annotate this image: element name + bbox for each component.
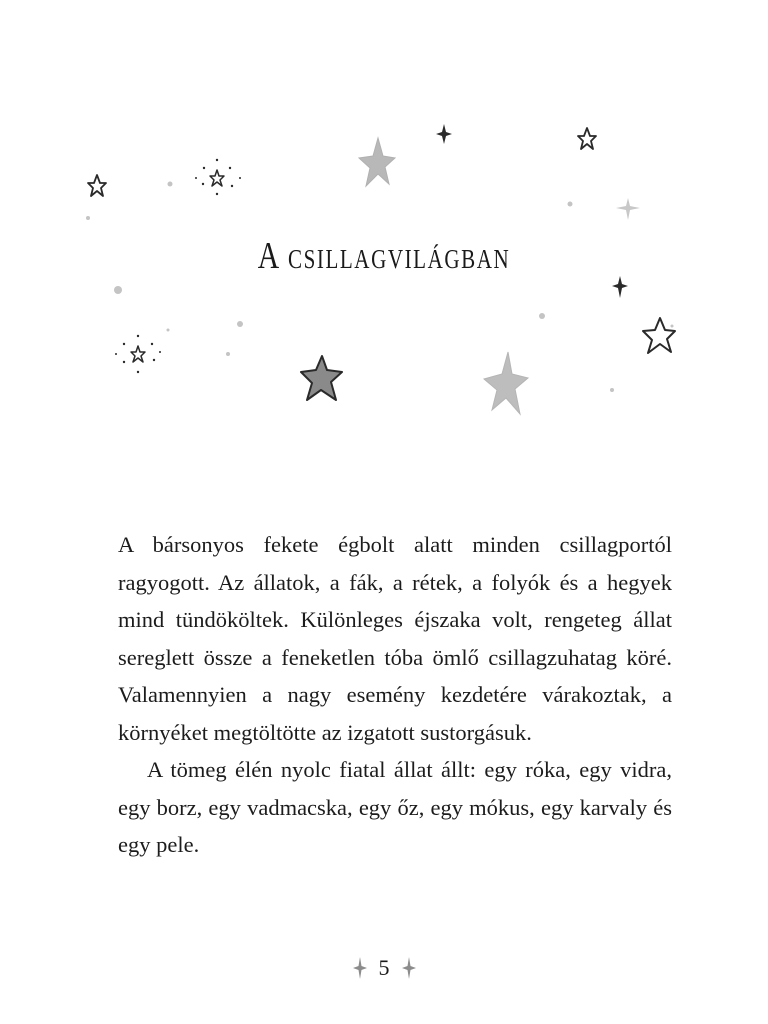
sparkle-dots (115, 335, 161, 373)
twinkle-icon (436, 124, 452, 144)
faint-dots (86, 182, 674, 393)
page-footer (0, 950, 768, 986)
sparkle-icon (402, 957, 416, 979)
star-decoration (0, 0, 768, 460)
star-icon (210, 170, 224, 186)
paragraph: A bársonyos fekete égbolt alatt minden csillagportól ragyogott. Az állatok, a fák, a rétek, a folyók és a hegyek mind tündököltek. Különleges éjszaka volt, rengeteg állat sereglett össze a feneketlen tóba ömlő csillagzuhatag köré. Valamennyien a nagy esemény kezdetére várakoztak, a környéket megtöltötte az izgatott sustorgásuk. (118, 532, 672, 745)
sparkle-icon (353, 957, 367, 979)
star-icon (301, 356, 342, 400)
twinkle-icon (616, 198, 640, 220)
star-icon (88, 175, 106, 196)
paragraph: A tömeg élén nyolc fiatal állat állt: egy róka, egy vidra, egy borz, egy vadmacska, egy őz, egy mókus, egy karvaly és egy pele. (118, 757, 672, 857)
sparkle-dots (195, 159, 241, 195)
chapter-title: A csillagvilágban (257, 235, 511, 277)
star-icon (578, 128, 596, 149)
star-icon (359, 138, 395, 186)
twinkle-icon (612, 276, 628, 298)
star-icon (643, 318, 675, 353)
page-number: 5 (378, 955, 390, 980)
chapter-body (118, 526, 672, 864)
star-icon (131, 346, 145, 362)
star-icon (484, 352, 528, 414)
